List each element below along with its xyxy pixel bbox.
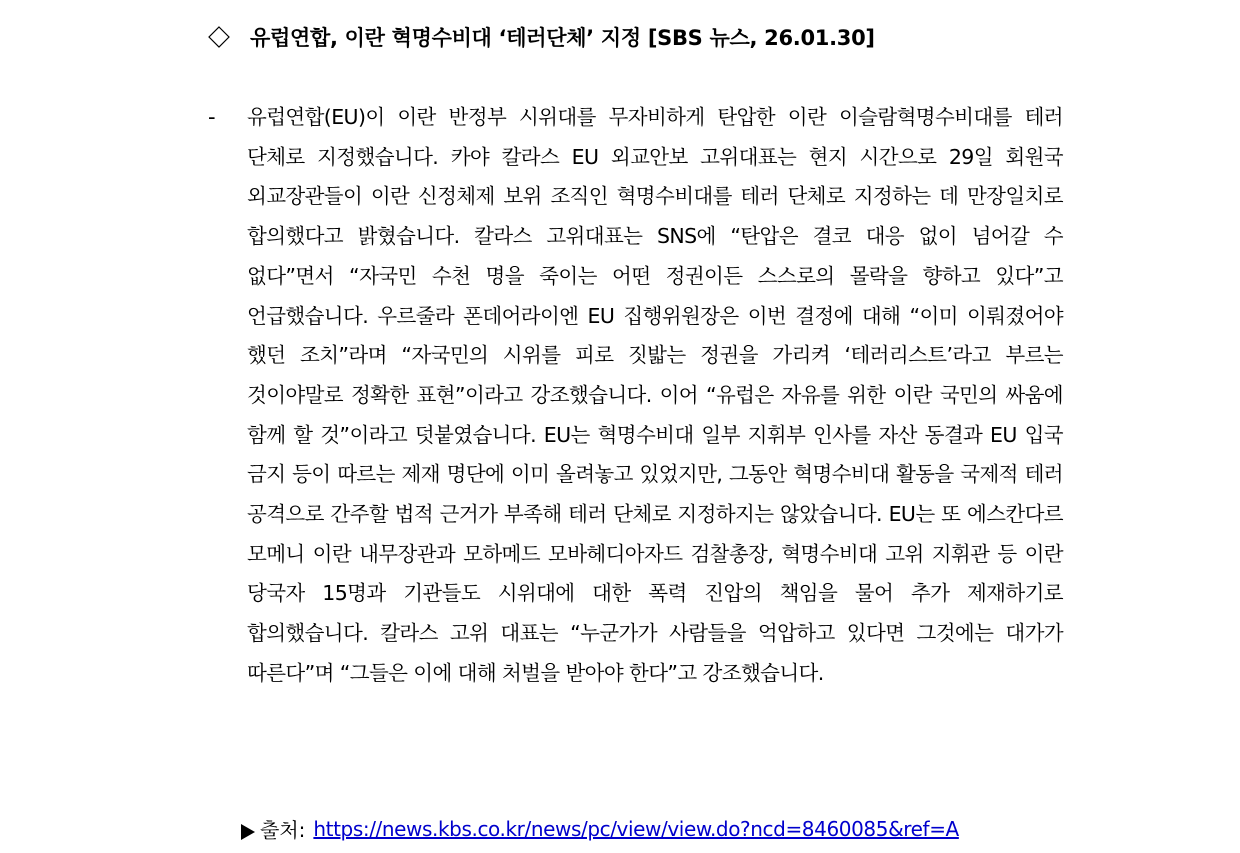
- diamond-outline-icon: [208, 26, 230, 48]
- article-headline-row: [208, 20, 875, 54]
- article-body: 유럽연합(EU)이 이란 반정부 시위대를 무자비하게 탄압한 이란 이슬람혁명수비대를 테러 단체로 지정했습니다. 카야 칼라스 EU 외교안보 고위대표는 현지 시간으로 29일 회원국 외교장관들이 이란 신정체제 보위 조직인 혁명수비대를 테러 단체로 지정하는 데 만장일치로 합의했다고 밝혔습니다. 칼라스 고위대표는 SNS에 “탄압은 결코 대응 없이 넘어갈 수 없다”면서 “자국민 수천 명을 죽이는 어떤 정권이든 스스로의 몰락을 향하고 있다”고 언급했습니다. 우르줄라 폰데어라이엔 EU 집행위원장은 이번 결정에 대해 “이미 이뤄졌어야 했던 조치”라며 “자국민의 시위를 피로 짓밟는 정권을 가리켜 ‘테러리스트’라고 부르는 것이야말로 정확한 표현”이라고 강조했습니다. 이어 “유럽은 자유를 위한 이란 국민의 싸움에 함께 할 것”이라고 덧붙였습니다. EU는 혁명수비대 일부 지휘부 인사를 자산 동결과 EU 입국 금지 등이 따르는 제재 명단에 이미 올려놓고 있었지만, 그동안 혁명수비대 활동을 국제적 테러 공격으로 간주할 법적 근거가 부족해 테러 단체로 지정하지는 않았습니다. EU는 또 에스칸다르 모메니 이란 내무장관과 모하메드 모바헤디아자드 검찰총장, 혁명수비대 고위 지휘관 등 이란 당국자 15명과 기관들도 시위대에 대한 폭력 진압의 책임을 물어 추가 제재하기로 합의했습니다. 칼라스 고위 대표는 “누군가가 사람들을 억압하고 있다면 그것에는 대가가 따른다”며 “그들은 이에 대해 처벌을 받아야 한다”고 강조했습니다.: [247, 105, 1063, 685]
- source-link[interactable]: https://news.kbs.co.kr/news/pc/view/view.do?ncd=8460085&ref=A: [313, 816, 959, 841]
- triangle-right-icon: [240, 821, 256, 837]
- list-dash: -: [208, 105, 216, 129]
- source-line: [240, 814, 959, 843]
- article-headline: 유럽연합, 이란 혁명수비대 ‘테러단체’ 지정 [SBS 뉴스, 26.01.30]: [250, 26, 875, 50]
- source-label: 출처:: [260, 818, 306, 842]
